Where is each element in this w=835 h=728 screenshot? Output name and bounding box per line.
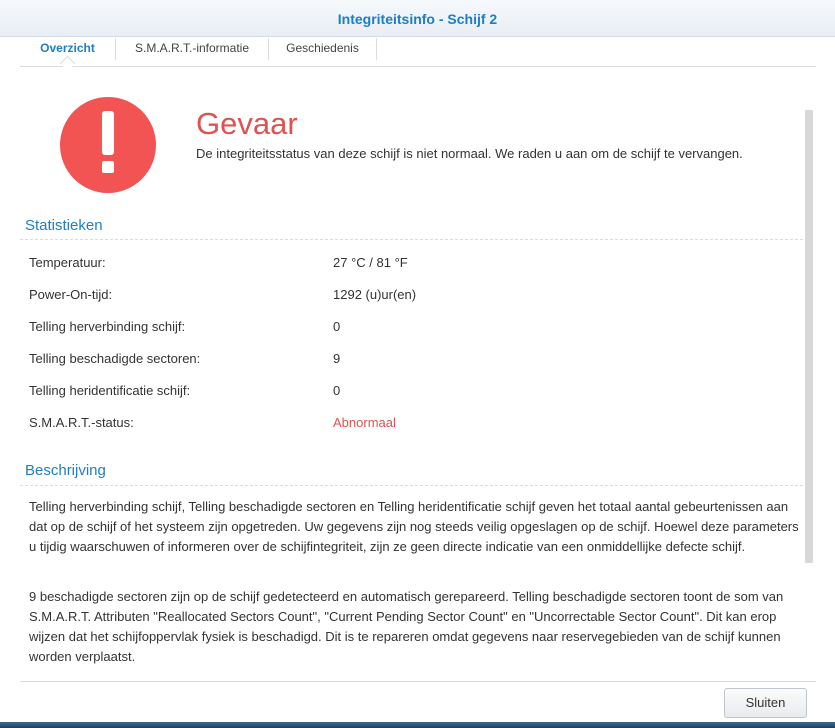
taskbar-edge	[0, 722, 835, 728]
stat-value-reidentification-count: 0	[333, 383, 341, 398]
stat-label-smart-status: S.M.A.R.T.-status:	[29, 415, 134, 430]
stat-label-power-on-time: Power-On-tijd:	[29, 287, 113, 302]
close-button[interactable]: Sluiten	[724, 688, 807, 718]
tab-divider	[376, 38, 377, 60]
stat-label-reconnect-count: Telling herverbinding schijf:	[29, 319, 186, 334]
tab-overzicht[interactable]: Overzicht	[40, 41, 95, 55]
tab-smart-informatie[interactable]: S.M.A.R.T.-informatie	[134, 41, 250, 55]
status-title: Gevaar	[196, 106, 298, 141]
stat-value-smart-status: Abnormaal	[333, 415, 396, 430]
stat-value-reconnect-count: 0	[333, 319, 341, 334]
stat-label-reidentification-count: Telling heridentificatie schijf:	[29, 383, 191, 398]
window-title: Integriteitsinfo - Schijf 2	[0, 0, 835, 37]
tab-geschiedenis[interactable]: Geschiedenis	[286, 41, 359, 55]
stat-label-bad-sector-count: Telling beschadigde sectoren:	[29, 351, 201, 366]
stat-value-power-on-time: 1292 (u)ur(en)	[333, 287, 417, 302]
statistics-heading: Statistieken	[25, 217, 103, 234]
description-paragraph: 9 beschadigde sectoren zijn op de schijf gedetecteerd en automatisch gerepareerd. Telling beschadigde sectoren toont de som van S.M.A.R.T. Attributen "Reallocated Sectors Count", "Current Pending Sector Count" en "Uncorrectable Sector Count". Dit kan erop wijzen dat het schijfoppervlak fysiek is beschadigd. Dit is te repareren omdat gegevens naar reservegebieden van de schijf kunnen worden verplaatst.	[29, 589, 784, 664]
scrollbar[interactable]	[805, 110, 813, 563]
stat-value-temperature: 27 °C / 81 °F	[333, 255, 408, 270]
footer-divider	[20, 681, 816, 682]
warning-exclamation-icon	[60, 97, 156, 193]
section-divider	[20, 239, 813, 240]
tab-bar	[20, 36, 816, 67]
description-heading: Beschrijving	[25, 462, 106, 479]
stat-value-bad-sector-count: 9	[333, 351, 341, 366]
status-description: De integriteitsstatus van deze schijf is niet normaal. We raden u aan om de schijf te vervangen.	[196, 146, 743, 161]
stat-label-temperature: Temperatuur:	[29, 255, 106, 270]
section-divider	[20, 485, 813, 486]
description-paragraph: Telling herverbinding schijf, Telling beschadigde sectoren en Telling heridentificatie schijf geven het totaal aantal gebeurtenissen aan dat op de schijf of het systeem zijn opgetreden. Uw gegevens zijn nog steeds veilig opgeslagen op de schijf. Hoewel deze parameters u tijdig waarschuwen of informeren over de schijfintegriteit, zijn ze geen directe indicatie van een onmiddellijke defecte schijf.	[29, 499, 799, 554]
